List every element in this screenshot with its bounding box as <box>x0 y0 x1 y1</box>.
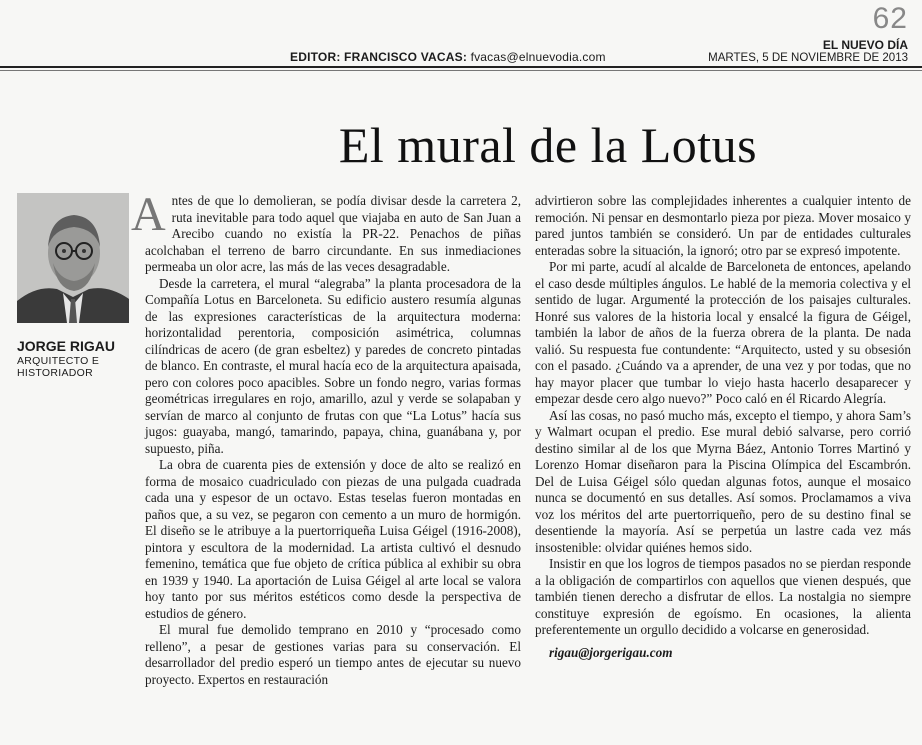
article-paragraph: advirtieron sobre las complejidades inherentes a cualquier intento de remoción. Ni pensar en desmontarlo pieza por pieza. Mover mosaico y pared juntos también se consideró. Un par de entidades culturales enteradas sobre la situación, la ignoró; otro par se expresó impotente. <box>535 193 911 258</box>
publication-date: MARTES, 5 DE NOVIEMBRE DE 2013 <box>708 52 908 64</box>
page-header <box>0 0 922 74</box>
article-paragraph: Insistir en que los logros de tiempos pasados no se pierdan responde a la obligación de compartirlos con aquellos que vienen después, que también tienen derecho a disfrutar de ellos. La nostalgia no siempre constituye expresión de egoísmo. En ocasiones, la alienta preferentemente un orgullo decidido a volcarse en generosidad. <box>535 556 911 637</box>
article-paragraph: Desde la carretera, el mural “alegraba” la planta procesadora de la Compañía Lotus en Barceloneta. Su edificio austero resumía algunas de las expresiones características de la arquitectura moderna: horizontalidad perentoria, composición asimétrica, columnas cilíndricas de acero (de gran esbeltez) y paredes de concreto pintadas de blanco. En contraste, el mural hacía eco de la arquitectura apaisada, pero con colores poco apacibles. Sobre un fondo negro, varias formas geométricas irregulares en rojo, amarillo, azul y verde se solapaban y servían de marco al conjunto de frutas con que “La Lotus” hacía sus jugos: guayaba, mangó, tamarindo, papaya, china, guanábana y, por supuesto, piña. <box>145 275 521 456</box>
article-column-2 <box>535 193 911 661</box>
author-title: ARQUITECTO E HISTORIADOR <box>17 355 100 379</box>
author-portrait-image <box>17 193 129 323</box>
article-paragraph: El mural fue demolido temprano en 2010 y “procesado como relleno”, a pesar de gestiones varias para su conservación. El desarrollador del predio esperó un tiempo antes de ejecutar su nuevo proyecto. Expertos en restauración <box>145 622 521 687</box>
editor-label: EDITOR: FRANCISCO VACAS: <box>290 50 468 64</box>
header-rule-thin <box>0 70 922 71</box>
drop-cap: A <box>131 188 166 241</box>
author-photo <box>17 193 129 323</box>
article-paragraph: Antes de que lo demolieran, se podía divisar desde la carretera 2, ruta inevitable para todo aquel que viajaba en auto de San Juan a Arecibo cuando no existía la PR-22. Penachos de piñas acolchaban el terreno de barro circundante. En sus inmediaciones permeaba un olor acre, las más de las veces desagradable. <box>131 188 521 274</box>
author-name: JORGE RIGAU <box>17 338 116 354</box>
page-number: 62 <box>872 2 908 35</box>
editor-credit <box>290 50 606 64</box>
article-paragraph: Así las cosas, no pasó mucho más, excepto el tiempo, y ahora Sam’s y Walmart ocupan el predio. Ese mural debió salvarse, pero corrió destino similar al de los que Myrna Báez, Antonio Torres Martinó y Lorenzo Homar diseñaron para la Piscina Olímpica del Escambrón. Del de Luisa Géigel sólo quedan algunas fotos, aunque el mosaico nunca se documentó en sus detalles. Así somos. Proclamamos a viva voz los méritos del arte puertorriqueño, pero de su destino final se desentiende la mayoría. Así se perpetúa un lastre cada vez más insostenible: olvidar quiénes hemos sido. <box>535 407 911 555</box>
article-title: El mural de la Lotus <box>338 117 758 173</box>
article-paragraph: La obra de cuarenta pies de extensión y doce de alto se realizó en forma de mosaico cuadriculado con piezas de una pulgada cuadrada cada una y espesor de un octavo. Estas teselas fueron montadas en paños que, a su vez, se pegaron con cemento a un muro de hormigón. El diseño se le atribuye a la puertorriqueña Luisa Géigel (1916-2008), pintora y escultora de la modernidad. La artista cultivó el desnudo femenino, temática que fue objeto de crítica pública al exhibir su obra en 1939 y 1940. La aportación de Luisa Géigel al arte local se valora hoy tanto por sus méritos estéticos como desde la perspectiva de estudios de género. <box>145 457 521 621</box>
editor-email: fvacas@elnuevodia.com <box>470 50 606 64</box>
author-email-signoff: rigau@jorgerigau.com <box>549 644 673 660</box>
header-rule <box>0 66 922 68</box>
article-column-1 <box>131 188 521 688</box>
article-paragraph: Por mi parte, acudí al alcalde de Barceloneta de entonces, apelando el caso desde múltiples ángulos. Le hablé de la memoria colectiva y el sentido de lugar. Argumenté la protección de los paisajes culturales. Honré sus valores de la historia local y ensalcé la figura de Géigel, también la labor de años de la fuerza obrera de la planta. De nada valió. Su respuesta fue contundente: “Arquitecto, usted y su obsesión con el pasado. ¿Cuándo va a aprender, de una vez y por todas, que no hay mayor placer que tumbar lo viejo hasta hacerlo desaparecer y empezar desde cero algo nuevo?” Poco caló en él Ricardo Alegría. <box>535 259 911 406</box>
newspaper-name: EL NUEVO DÍA <box>822 38 908 52</box>
